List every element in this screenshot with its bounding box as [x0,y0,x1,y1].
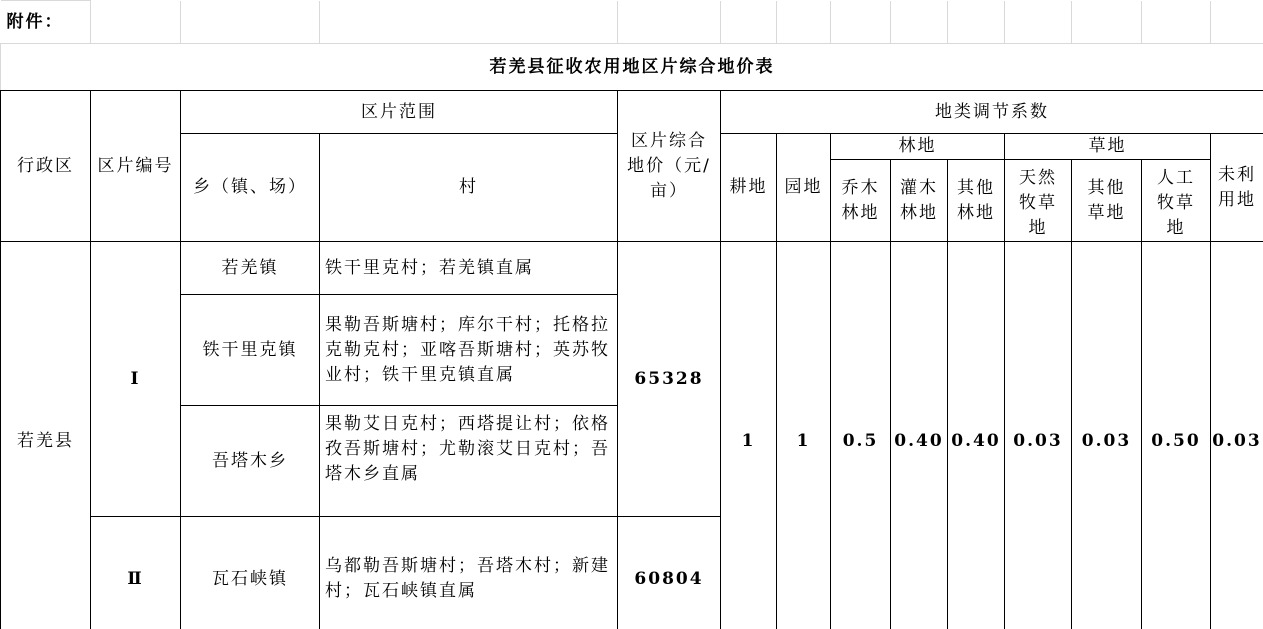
attachment-label: 附件： [1,1,91,44]
zone-price: 60804 [618,517,721,629]
header-row-1 [1,91,1263,134]
header-unused: 未利用地 [1211,134,1263,242]
header-village: 村 [320,134,618,242]
header-garden: 园地 [777,134,831,242]
attachment-row [1,1,1263,44]
coef-natural-grass: 0.03 [1005,242,1072,629]
villages-cell: 乌都勒吾斯塘村；吾塔木村；新建村；瓦石峡镇直属 [320,517,618,629]
coef-garden: 1 [777,242,831,629]
header-cultivated: 耕地 [721,134,777,242]
villages-cell: 果勒艾日克村；西塔提让村；依格孜吾斯塘村；尤勒滚艾日克村；吾塔木乡直属 [320,406,618,517]
township-cell: 若羌镇 [181,242,320,295]
coef-shrub-forest: 0.40 [891,242,948,629]
header-district: 行政区 [1,91,91,242]
coef-tree-forest: 0.5 [831,242,891,629]
header-zone-range: 区片范围 [181,91,618,134]
header-composite-price: 区片综合地价（元/亩） [618,91,721,242]
villages-cell: 果勒吾斯塘村；库尔干村；托格拉克勒克村；亚喀吾斯塘村；英苏牧业村；铁干里克镇直属 [320,295,618,406]
coef-other-grass: 0.03 [1072,242,1142,629]
coef-unused: 0.03 [1211,242,1263,629]
coef-artificial-grass: 0.50 [1142,242,1211,629]
page-title: 若羌县征收农用地区片综合地价表 [1,44,1263,91]
header-artificial-grass: 人工牧草地 [1142,160,1211,242]
header-forest: 林地 [831,134,1005,160]
header-grassland: 草地 [1005,134,1211,160]
coef-other-forest: 0.40 [948,242,1005,629]
header-other-forest: 其他林地 [948,160,1005,242]
zone-number: Ⅰ [91,242,181,517]
coef-cultivated: 1 [721,242,777,629]
township-cell: 吾塔木乡 [181,406,320,517]
zone-number: Ⅱ [91,517,181,629]
header-natural-grass: 天然牧草地 [1005,160,1072,242]
header-township: 乡（镇、场） [181,134,320,242]
header-zone-no: 区片编号 [91,91,181,242]
township-cell: 铁干里克镇 [181,295,320,406]
header-shrub-forest: 灌木林地 [891,160,948,242]
header-land-coef: 地类调节系数 [721,91,1263,134]
zone-price: 65328 [618,242,721,517]
header-other-grass: 其他草地 [1072,160,1142,242]
district-name: 若羌县 [1,242,91,629]
header-tree-forest: 乔木林地 [831,160,891,242]
table-row [1,242,1263,295]
township-cell: 瓦石峡镇 [181,517,320,629]
villages-cell: 铁干里克村；若羌镇直属 [320,242,618,295]
title-row [1,44,1263,91]
